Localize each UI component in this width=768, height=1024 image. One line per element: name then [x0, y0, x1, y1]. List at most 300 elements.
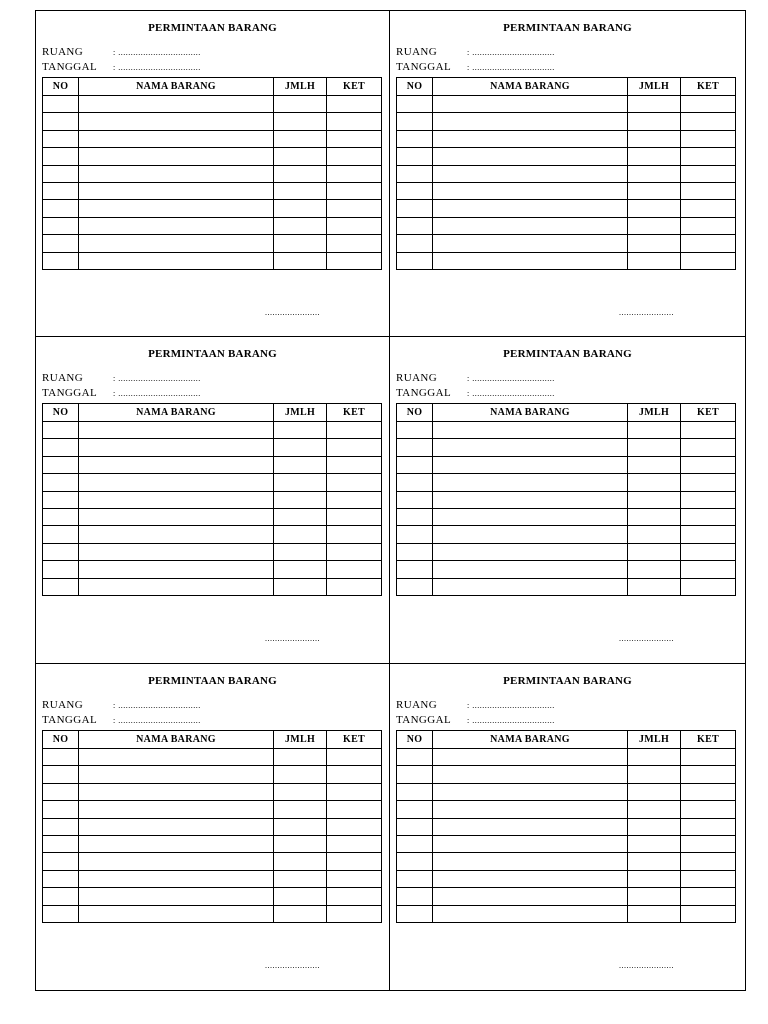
nama-barang-cell[interactable]: [79, 853, 274, 870]
nama-barang-cell[interactable]: [79, 508, 274, 525]
ket-cell[interactable]: [327, 217, 382, 234]
jmlh-cell[interactable]: [628, 182, 681, 199]
no-cell[interactable]: [43, 835, 79, 852]
table-row: [397, 456, 736, 473]
ruang-value: : .................................: [113, 701, 201, 710]
jmlh-cell[interactable]: [628, 578, 681, 595]
ket-cell[interactable]: [327, 578, 382, 595]
nama-barang-cell[interactable]: [79, 905, 274, 922]
ket-cell[interactable]: [681, 526, 736, 543]
jmlh-cell[interactable]: [628, 561, 681, 578]
ket-cell[interactable]: [327, 439, 382, 456]
ket-cell[interactable]: [327, 526, 382, 543]
nama-barang-cell[interactable]: [433, 749, 628, 766]
request-form-sheet: [35, 10, 746, 991]
no-cell[interactable]: [43, 905, 79, 922]
jmlh-cell[interactable]: [628, 235, 681, 252]
jmlh-cell[interactable]: [274, 766, 327, 783]
ket-cell[interactable]: [681, 113, 736, 130]
jmlh-cell[interactable]: [628, 801, 681, 818]
ket-cell[interactable]: [327, 783, 382, 800]
nama-barang-cell[interactable]: [79, 888, 274, 905]
ket-cell[interactable]: [327, 888, 382, 905]
nama-barang-cell[interactable]: [433, 200, 628, 217]
nama-barang-cell[interactable]: [79, 543, 274, 560]
no-cell[interactable]: [43, 543, 79, 560]
ket-cell[interactable]: [681, 96, 736, 113]
no-cell[interactable]: [397, 165, 433, 182]
no-cell[interactable]: [43, 801, 79, 818]
jmlh-cell[interactable]: [628, 148, 681, 165]
jmlh-cell[interactable]: [274, 474, 327, 491]
table-row: [43, 888, 382, 905]
table-header-row: [397, 731, 736, 749]
nama-barang-cell[interactable]: [433, 543, 628, 560]
jmlh-cell[interactable]: [628, 456, 681, 473]
ket-cell[interactable]: [327, 252, 382, 269]
ket-cell[interactable]: [681, 561, 736, 578]
no-cell[interactable]: [397, 182, 433, 199]
jmlh-cell[interactable]: [628, 783, 681, 800]
nama-barang-cell[interactable]: [79, 165, 274, 182]
ket-cell[interactable]: [327, 543, 382, 560]
nama-barang-cell[interactable]: [79, 835, 274, 852]
jmlh-cell[interactable]: [274, 491, 327, 508]
jmlh-cell[interactable]: [274, 578, 327, 595]
no-cell[interactable]: [43, 818, 79, 835]
ruang-field: [396, 699, 555, 711]
ket-cell[interactable]: [681, 749, 736, 766]
nama-barang-cell[interactable]: [433, 578, 628, 595]
ruang-label: RUANG: [42, 372, 84, 384]
ket-cell[interactable]: [681, 148, 736, 165]
nama-barang-cell[interactable]: [433, 801, 628, 818]
no-cell[interactable]: [397, 766, 433, 783]
ket-cell[interactable]: [327, 508, 382, 525]
no-cell[interactable]: [397, 508, 433, 525]
ket-cell[interactable]: [681, 766, 736, 783]
ruang-value: : .................................: [467, 374, 555, 383]
jmlh-cell[interactable]: [628, 439, 681, 456]
ket-cell[interactable]: [681, 182, 736, 199]
jmlh-cell[interactable]: [628, 165, 681, 182]
nama-barang-cell[interactable]: [79, 526, 274, 543]
nama-barang-cell[interactable]: [433, 853, 628, 870]
jmlh-cell[interactable]: [628, 766, 681, 783]
jmlh-cell[interactable]: [628, 526, 681, 543]
jmlh-cell[interactable]: [628, 818, 681, 835]
ket-cell[interactable]: [327, 561, 382, 578]
table-row: [397, 200, 736, 217]
no-cell[interactable]: [397, 905, 433, 922]
jmlh-cell[interactable]: [274, 113, 327, 130]
ket-column-header: KET: [327, 78, 382, 96]
no-cell[interactable]: [43, 578, 79, 595]
table-row: [43, 96, 382, 113]
ket-cell[interactable]: [327, 113, 382, 130]
no-cell[interactable]: [43, 96, 79, 113]
no-cell[interactable]: [43, 165, 79, 182]
nama-barang-cell[interactable]: [433, 526, 628, 543]
no-cell[interactable]: [397, 783, 433, 800]
ruang-field: [42, 699, 201, 711]
table-row: [397, 165, 736, 182]
ket-cell[interactable]: [681, 543, 736, 560]
jmlh-column-header: JMLH: [274, 731, 327, 749]
table-row: [43, 456, 382, 473]
table-row: [397, 853, 736, 870]
ruang-value: : .................................: [113, 48, 201, 57]
nama-barang-cell[interactable]: [79, 801, 274, 818]
table-row: [397, 217, 736, 234]
jmlh-cell[interactable]: [628, 96, 681, 113]
no-cell[interactable]: [43, 508, 79, 525]
ruang-value: : .................................: [467, 701, 555, 710]
no-cell[interactable]: [43, 148, 79, 165]
ket-cell[interactable]: [327, 818, 382, 835]
nama-barang-cell[interactable]: [433, 783, 628, 800]
no-cell[interactable]: [397, 491, 433, 508]
nama-barang-cell[interactable]: [79, 456, 274, 473]
nama-barang-cell[interactable]: [433, 148, 628, 165]
no-cell[interactable]: [397, 252, 433, 269]
no-cell[interactable]: [397, 422, 433, 439]
jmlh-cell[interactable]: [274, 853, 327, 870]
ket-cell[interactable]: [681, 200, 736, 217]
ket-cell[interactable]: [681, 578, 736, 595]
jmlh-cell[interactable]: [628, 508, 681, 525]
signature-line: ......................: [265, 961, 320, 970]
nama-barang-cell[interactable]: [433, 422, 628, 439]
no-cell[interactable]: [397, 113, 433, 130]
table-row: [397, 96, 736, 113]
jmlh-cell[interactable]: [274, 783, 327, 800]
jmlh-cell[interactable]: [628, 543, 681, 560]
ket-cell[interactable]: [681, 888, 736, 905]
nama-barang-cell[interactable]: [79, 130, 274, 147]
ket-cell[interactable]: [681, 235, 736, 252]
no-cell[interactable]: [43, 200, 79, 217]
ket-cell[interactable]: [327, 182, 382, 199]
no-cell[interactable]: [43, 853, 79, 870]
ket-cell[interactable]: [327, 766, 382, 783]
no-cell[interactable]: [397, 200, 433, 217]
table-row: [43, 235, 382, 252]
jmlh-cell[interactable]: [628, 200, 681, 217]
ket-cell[interactable]: [681, 217, 736, 234]
jmlh-cell[interactable]: [274, 422, 327, 439]
items-table: [396, 403, 736, 596]
jmlh-cell[interactable]: [274, 749, 327, 766]
no-cell[interactable]: [43, 130, 79, 147]
table-row: [43, 113, 382, 130]
jmlh-cell[interactable]: [274, 508, 327, 525]
jmlh-cell[interactable]: [274, 835, 327, 852]
no-cell[interactable]: [397, 835, 433, 852]
no-cell[interactable]: [397, 456, 433, 473]
ruang-label: RUANG: [42, 699, 84, 711]
tanggal-field: [396, 387, 555, 399]
nama-barang-cell[interactable]: [433, 870, 628, 887]
jmlh-cell[interactable]: [628, 835, 681, 852]
ket-cell[interactable]: [681, 456, 736, 473]
table-row: [397, 905, 736, 922]
jmlh-cell[interactable]: [628, 905, 681, 922]
table-row: [43, 217, 382, 234]
nama-barang-cell[interactable]: [79, 749, 274, 766]
nama-barang-column-header: NAMA BARANG: [433, 731, 628, 749]
jmlh-cell[interactable]: [628, 252, 681, 269]
ket-cell[interactable]: [681, 165, 736, 182]
no-cell[interactable]: [397, 561, 433, 578]
nama-barang-cell[interactable]: [433, 508, 628, 525]
ket-cell[interactable]: [681, 818, 736, 835]
table-row: [397, 783, 736, 800]
no-cell[interactable]: [43, 888, 79, 905]
nama-barang-cell[interactable]: [79, 200, 274, 217]
nama-barang-cell[interactable]: [433, 439, 628, 456]
nama-barang-cell[interactable]: [79, 113, 274, 130]
jmlh-cell[interactable]: [274, 165, 327, 182]
jmlh-cell[interactable]: [274, 870, 327, 887]
no-cell[interactable]: [43, 783, 79, 800]
table-row: [397, 113, 736, 130]
tanggal-field: [42, 61, 201, 73]
nama-barang-cell[interactable]: [433, 818, 628, 835]
table-row: [397, 801, 736, 818]
ket-cell[interactable]: [327, 422, 382, 439]
ruang-value: : .................................: [467, 48, 555, 57]
jmlh-cell[interactable]: [274, 561, 327, 578]
nama-barang-cell[interactable]: [433, 766, 628, 783]
nama-barang-cell[interactable]: [79, 766, 274, 783]
no-cell[interactable]: [397, 96, 433, 113]
jmlh-cell[interactable]: [628, 870, 681, 887]
table-row: [43, 870, 382, 887]
nama-barang-cell[interactable]: [433, 182, 628, 199]
nama-barang-cell[interactable]: [79, 561, 274, 578]
ket-column-header: KET: [681, 78, 736, 96]
ket-cell[interactable]: [681, 853, 736, 870]
jmlh-cell[interactable]: [628, 888, 681, 905]
no-cell[interactable]: [397, 130, 433, 147]
items-table: [42, 77, 382, 270]
nama-barang-column-header: NAMA BARANG: [433, 404, 628, 422]
ket-cell[interactable]: [327, 456, 382, 473]
nama-barang-cell[interactable]: [433, 235, 628, 252]
no-cell[interactable]: [43, 439, 79, 456]
ket-cell[interactable]: [327, 200, 382, 217]
ket-cell[interactable]: [327, 905, 382, 922]
ket-cell[interactable]: [681, 783, 736, 800]
no-column-header: NO: [43, 78, 79, 96]
nama-barang-column-header: NAMA BARANG: [79, 404, 274, 422]
no-cell[interactable]: [397, 888, 433, 905]
nama-barang-cell[interactable]: [433, 96, 628, 113]
ket-cell[interactable]: [327, 835, 382, 852]
ket-cell[interactable]: [681, 491, 736, 508]
ket-cell[interactable]: [681, 508, 736, 525]
nama-barang-cell[interactable]: [79, 217, 274, 234]
no-cell[interactable]: [397, 217, 433, 234]
nama-barang-cell[interactable]: [433, 113, 628, 130]
ket-cell[interactable]: [681, 422, 736, 439]
nama-barang-cell[interactable]: [79, 439, 274, 456]
ket-cell[interactable]: [681, 870, 736, 887]
jmlh-cell[interactable]: [274, 235, 327, 252]
jmlh-cell[interactable]: [274, 818, 327, 835]
nama-barang-cell[interactable]: [79, 474, 274, 491]
no-cell[interactable]: [43, 252, 79, 269]
jmlh-cell[interactable]: [274, 252, 327, 269]
jmlh-cell[interactable]: [274, 543, 327, 560]
no-cell[interactable]: [43, 217, 79, 234]
jmlh-cell[interactable]: [628, 491, 681, 508]
jmlh-cell[interactable]: [274, 526, 327, 543]
nama-barang-cell[interactable]: [433, 561, 628, 578]
nama-barang-cell[interactable]: [79, 252, 274, 269]
jmlh-cell[interactable]: [274, 148, 327, 165]
nama-barang-cell[interactable]: [433, 217, 628, 234]
no-cell[interactable]: [43, 766, 79, 783]
nama-barang-cell[interactable]: [79, 182, 274, 199]
jmlh-cell[interactable]: [628, 217, 681, 234]
ket-cell[interactable]: [327, 474, 382, 491]
jmlh-cell[interactable]: [628, 130, 681, 147]
nama-barang-cell[interactable]: [79, 491, 274, 508]
nama-barang-cell[interactable]: [433, 252, 628, 269]
ket-cell[interactable]: [327, 749, 382, 766]
jmlh-cell[interactable]: [274, 96, 327, 113]
no-column-header: NO: [43, 404, 79, 422]
signature-line: ......................: [619, 961, 674, 970]
no-cell[interactable]: [43, 870, 79, 887]
ruang-value: : .................................: [113, 374, 201, 383]
tanggal-field: [42, 387, 201, 399]
tanggal-value: : .................................: [113, 389, 201, 398]
ruang-label: RUANG: [42, 46, 84, 58]
no-cell[interactable]: [397, 474, 433, 491]
ket-cell[interactable]: [327, 96, 382, 113]
jmlh-cell[interactable]: [628, 749, 681, 766]
nama-barang-cell[interactable]: [433, 905, 628, 922]
nama-barang-cell[interactable]: [433, 491, 628, 508]
ket-cell[interactable]: [327, 235, 382, 252]
jmlh-cell[interactable]: [628, 853, 681, 870]
no-cell[interactable]: [43, 561, 79, 578]
ket-cell[interactable]: [681, 835, 736, 852]
ket-cell[interactable]: [327, 801, 382, 818]
ket-cell[interactable]: [681, 252, 736, 269]
ket-cell[interactable]: [327, 130, 382, 147]
nama-barang-cell[interactable]: [79, 235, 274, 252]
no-cell[interactable]: [43, 182, 79, 199]
ket-cell[interactable]: [681, 130, 736, 147]
nama-barang-cell[interactable]: [433, 835, 628, 852]
jmlh-cell[interactable]: [274, 130, 327, 147]
no-cell[interactable]: [397, 749, 433, 766]
no-cell[interactable]: [43, 235, 79, 252]
no-column-header: NO: [397, 78, 433, 96]
no-cell[interactable]: [397, 543, 433, 560]
jmlh-column-header: JMLH: [628, 731, 681, 749]
ket-cell[interactable]: [327, 148, 382, 165]
no-cell[interactable]: [397, 870, 433, 887]
ket-cell[interactable]: [681, 801, 736, 818]
nama-barang-cell[interactable]: [79, 578, 274, 595]
jmlh-cell[interactable]: [274, 200, 327, 217]
ket-cell[interactable]: [327, 165, 382, 182]
jmlh-cell[interactable]: [274, 439, 327, 456]
jmlh-cell[interactable]: [274, 182, 327, 199]
jmlh-cell[interactable]: [274, 456, 327, 473]
ket-cell[interactable]: [327, 870, 382, 887]
ket-column-header: KET: [681, 731, 736, 749]
nama-barang-cell[interactable]: [433, 456, 628, 473]
no-cell[interactable]: [43, 456, 79, 473]
table-row: [397, 474, 736, 491]
jmlh-cell[interactable]: [274, 801, 327, 818]
nama-barang-cell[interactable]: [79, 422, 274, 439]
jmlh-cell[interactable]: [274, 217, 327, 234]
nama-barang-cell[interactable]: [433, 474, 628, 491]
no-cell[interactable]: [397, 235, 433, 252]
nama-barang-cell[interactable]: [79, 783, 274, 800]
ket-cell[interactable]: [681, 905, 736, 922]
no-cell[interactable]: [397, 801, 433, 818]
table-row: [397, 543, 736, 560]
no-cell[interactable]: [43, 474, 79, 491]
no-cell[interactable]: [43, 526, 79, 543]
no-cell[interactable]: [43, 113, 79, 130]
table-row: [397, 130, 736, 147]
no-cell[interactable]: [43, 749, 79, 766]
no-cell[interactable]: [43, 491, 79, 508]
ket-cell[interactable]: [681, 474, 736, 491]
nama-barang-cell[interactable]: [79, 96, 274, 113]
nama-barang-cell[interactable]: [433, 130, 628, 147]
jmlh-cell[interactable]: [274, 888, 327, 905]
nama-barang-cell[interactable]: [433, 888, 628, 905]
no-cell[interactable]: [397, 578, 433, 595]
no-cell[interactable]: [397, 853, 433, 870]
jmlh-cell[interactable]: [628, 422, 681, 439]
ruang-field: [42, 46, 201, 58]
no-cell[interactable]: [397, 526, 433, 543]
ket-cell[interactable]: [327, 491, 382, 508]
no-cell[interactable]: [397, 148, 433, 165]
ket-cell[interactable]: [681, 439, 736, 456]
jmlh-column-header: JMLH: [274, 78, 327, 96]
table-header-row: [397, 78, 736, 96]
table-row: [43, 252, 382, 269]
ket-cell[interactable]: [327, 853, 382, 870]
ket-column-header: KET: [681, 404, 736, 422]
no-cell[interactable]: [397, 439, 433, 456]
table-row: [43, 474, 382, 491]
nama-barang-cell[interactable]: [79, 870, 274, 887]
table-row: [43, 491, 382, 508]
nama-barang-cell[interactable]: [79, 148, 274, 165]
no-cell[interactable]: [397, 818, 433, 835]
table-row: [43, 422, 382, 439]
nama-barang-cell[interactable]: [79, 818, 274, 835]
jmlh-cell[interactable]: [628, 113, 681, 130]
nama-barang-cell[interactable]: [433, 165, 628, 182]
no-cell[interactable]: [43, 422, 79, 439]
jmlh-cell[interactable]: [628, 474, 681, 491]
jmlh-cell[interactable]: [274, 905, 327, 922]
